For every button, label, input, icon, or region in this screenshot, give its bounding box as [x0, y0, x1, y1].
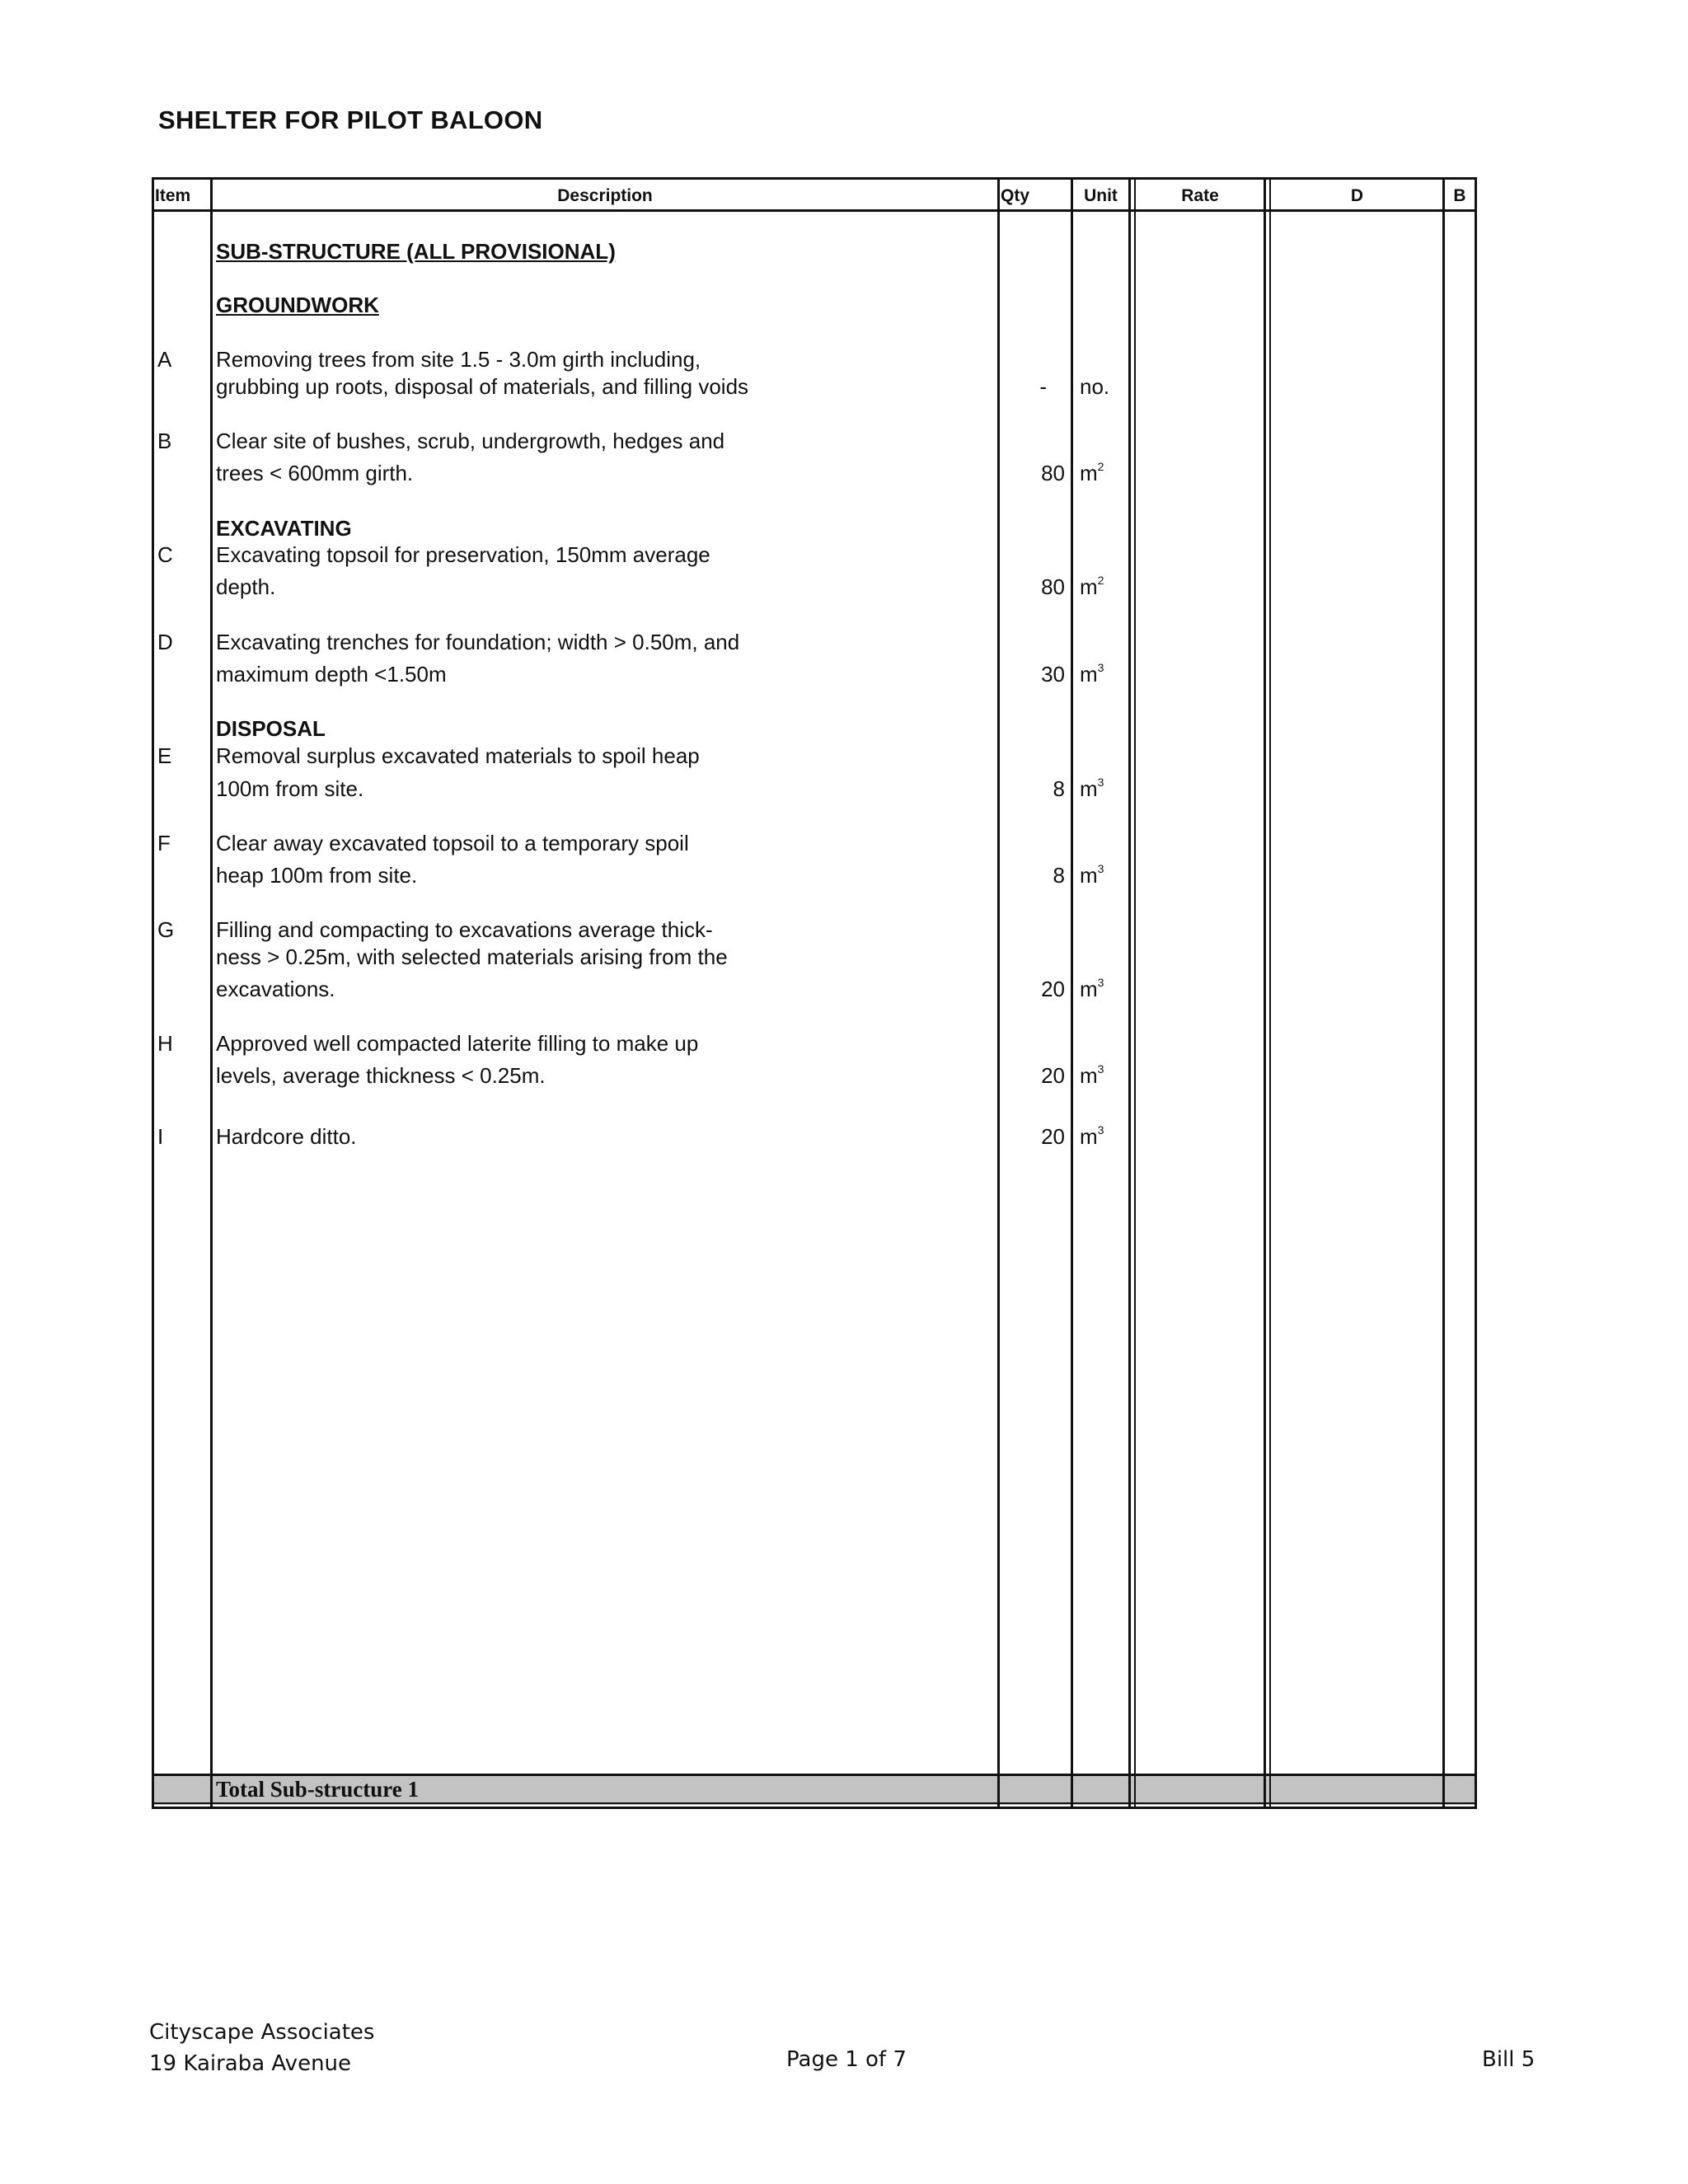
unit-value — [1080, 459, 1104, 487]
page-title: SHELTER FOR PILOT BALOON — [158, 105, 543, 134]
unit-text: m — [1080, 574, 1098, 599]
description-line: Removal surplus excavated materials to spoil heap — [216, 743, 700, 768]
unit-value — [1080, 660, 1104, 688]
unit-text: no. — [1080, 374, 1110, 399]
unit-text: m — [1080, 977, 1098, 1001]
total-label: Total Sub-structure 1 — [216, 1777, 420, 1802]
footer-bill-number: Bill 5 — [1482, 2047, 1536, 2072]
unit-value — [1080, 775, 1104, 803]
col-divider-description — [997, 177, 1000, 1809]
item-letter: B — [157, 429, 172, 453]
unit-superscript: 2 — [1097, 460, 1104, 473]
description-line: Clear site of bushes, scrub, undergrowth, hedges and — [216, 429, 725, 453]
qty-value: 8 — [1053, 776, 1065, 801]
unit-superscript: 3 — [1097, 1123, 1104, 1137]
unit-superscript: 3 — [1097, 976, 1104, 989]
item-letter: G — [157, 917, 175, 942]
header-unit: Unit — [1084, 186, 1118, 205]
unit-text: m — [1080, 662, 1098, 687]
subheading-disposal: DISPOSAL — [216, 716, 326, 741]
item-letter: H — [157, 1031, 173, 1056]
description-line: trees < 600mm girth. — [216, 461, 414, 485]
subheading-groundwork: GROUNDWORK — [216, 293, 379, 317]
unit-value — [1080, 975, 1104, 1003]
unit-superscript: 2 — [1097, 574, 1104, 587]
section-heading: SUB-STRUCTURE (ALL PROVISIONAL) — [216, 239, 616, 264]
header-item: Item — [155, 186, 191, 205]
unit-text: m — [1080, 461, 1098, 485]
item-letter: D — [157, 630, 173, 654]
footer-page-number: Page 1 of 7 — [786, 2047, 907, 2072]
bill-table-frame — [152, 177, 1477, 1809]
header-rate: Rate — [1181, 186, 1219, 205]
qty-value: 20 — [1041, 1124, 1065, 1149]
description-line: ness > 0.25m, with selected materials arising from the — [216, 944, 728, 969]
unit-value — [1080, 573, 1104, 601]
item-letter: E — [157, 743, 172, 768]
footer-address: 19 Kairaba Avenue — [149, 2051, 352, 2076]
unit-text: m — [1080, 863, 1098, 888]
qty-value: 20 — [1041, 1063, 1065, 1088]
unit-value — [1080, 861, 1104, 889]
description-line: depth. — [216, 574, 276, 599]
item-letter: C — [157, 542, 173, 567]
qty-value: 80 — [1041, 461, 1065, 485]
qty-value: 80 — [1041, 574, 1065, 599]
col-divider-unit-b — [1134, 177, 1136, 1809]
unit-text: m — [1080, 1063, 1098, 1088]
qty-value: 20 — [1041, 977, 1065, 1001]
description-line: excavations. — [216, 977, 335, 1001]
header-d: D — [1350, 186, 1364, 205]
qty-value: - — [1039, 374, 1047, 399]
qty-value: 30 — [1041, 662, 1065, 687]
item-letter: I — [157, 1124, 164, 1149]
header-qty: Qty — [1001, 186, 1030, 205]
item-letter: F — [157, 831, 171, 855]
description-line: Hardcore ditto. — [216, 1124, 357, 1149]
col-divider-rate-a — [1264, 177, 1266, 1809]
unit-value — [1080, 1122, 1104, 1151]
description-line: maximum depth <1.50m — [216, 662, 447, 687]
description-line: 100m from site. — [216, 776, 364, 801]
col-divider-rate-b — [1269, 177, 1271, 1809]
header-description: Description — [557, 186, 653, 205]
description-line: Removing trees from site 1.5 - 3.0m girth including, — [216, 347, 701, 372]
description-line: Approved well compacted laterite filling to make up — [216, 1031, 699, 1056]
col-divider-d — [1442, 177, 1445, 1809]
unit-text: m — [1080, 1124, 1098, 1149]
header-rule — [152, 209, 1477, 212]
description-line: Excavating topsoil for preservation, 150mm average — [216, 542, 710, 567]
header-b: B — [1453, 186, 1466, 205]
qty-value: 8 — [1053, 863, 1065, 888]
col-divider-item — [210, 177, 213, 1809]
unit-value — [1080, 1062, 1104, 1090]
unit-superscript: 3 — [1097, 862, 1104, 875]
unit-superscript: 3 — [1097, 1062, 1104, 1076]
unit-superscript: 3 — [1097, 776, 1104, 789]
unit-superscript: 3 — [1097, 661, 1104, 674]
subheading-excavating: EXCAVATING — [216, 516, 352, 541]
col-divider-qty — [1071, 177, 1073, 1809]
description-line: levels, average thickness < 0.25m. — [216, 1063, 546, 1088]
description-line: Filling and compacting to excavations average thick- — [216, 917, 713, 942]
unit-text: m — [1080, 776, 1098, 801]
unit-value — [1080, 373, 1109, 401]
description-line: grubbing up roots, disposal of materials, and filling voids — [216, 374, 749, 399]
item-letter: A — [157, 347, 172, 372]
description-line: heap 100m from site. — [216, 863, 418, 888]
description-line: Excavating trenches for foundation; width > 0.50m, and — [216, 630, 740, 654]
description-line: Clear away excavated topsoil to a temporary spoil — [216, 831, 689, 855]
col-divider-unit-a — [1128, 177, 1131, 1809]
footer-company: Cityscape Associates — [149, 2020, 375, 2045]
